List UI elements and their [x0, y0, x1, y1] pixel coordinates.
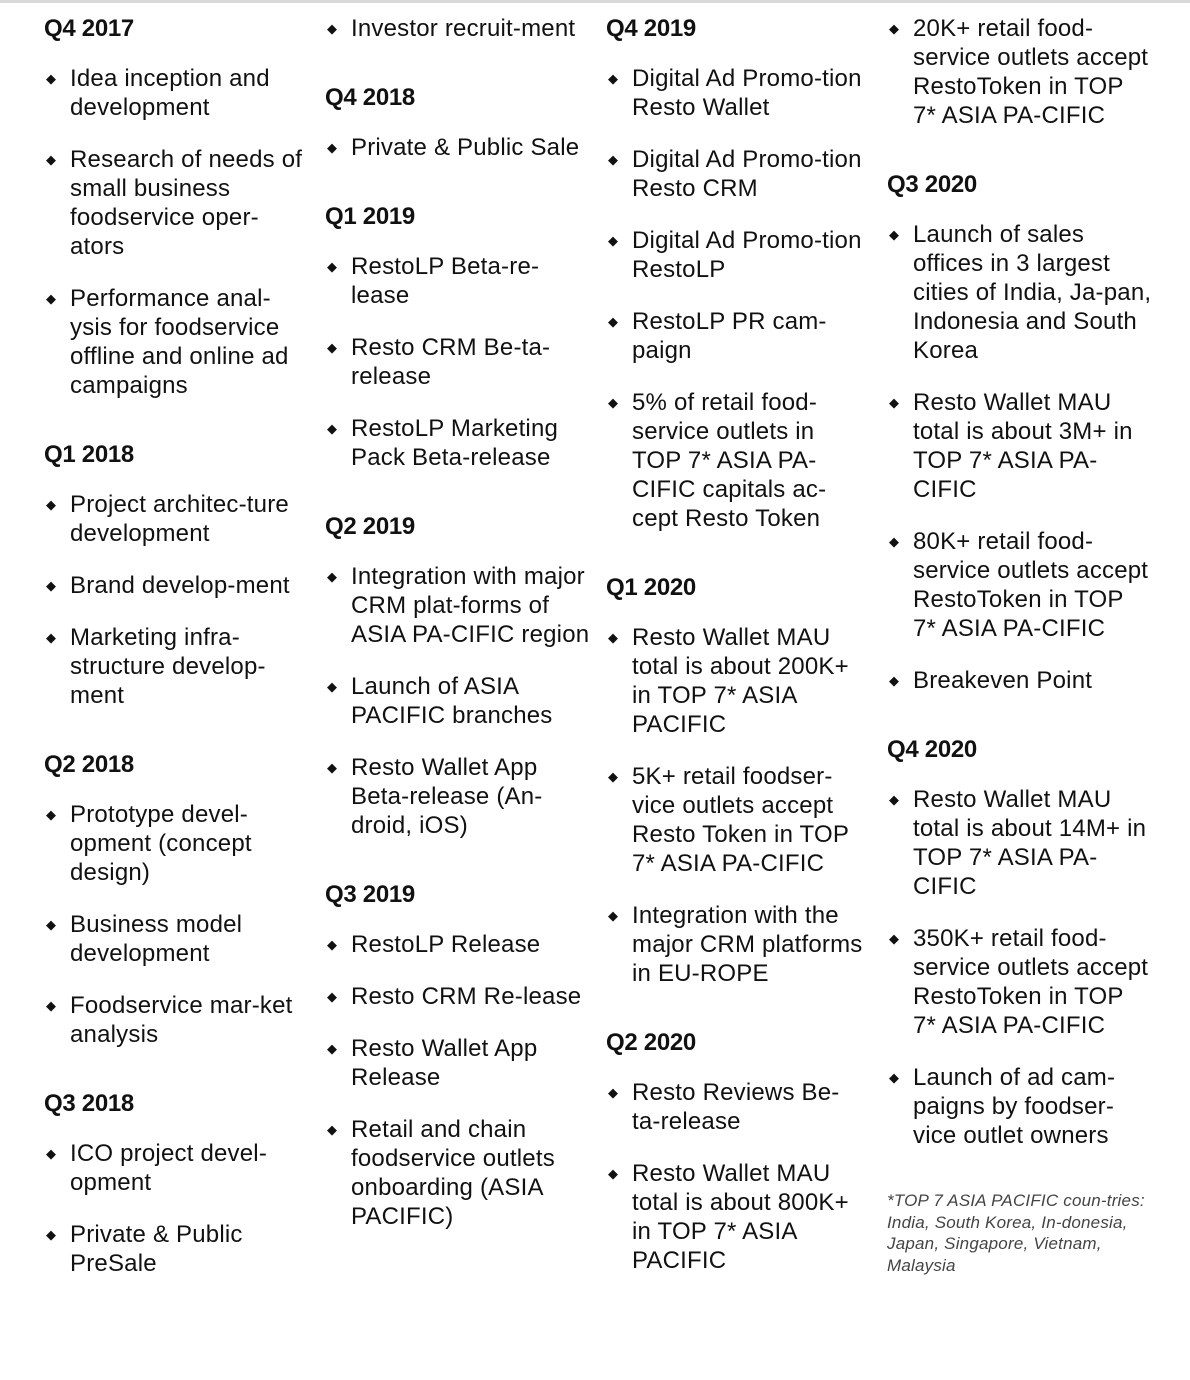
item-text: Breakeven Point	[913, 667, 1093, 694]
diamond-bullet-icon: ◆	[46, 1227, 57, 1242]
roadmap-item	[606, 1159, 868, 1275]
section-q4-2018	[325, 83, 590, 162]
quarter-heading: Q3 2020	[887, 171, 977, 198]
roadmap-item	[887, 388, 1152, 504]
quarter-heading: Q2 2018	[44, 751, 134, 778]
roadmap-item	[606, 226, 868, 284]
roadmap-item	[44, 490, 306, 548]
diamond-bullet-icon: ◆	[608, 1166, 619, 1181]
item-text: 350K+ retail food-service outlets accept RestoToken in TOP 7* ASIA PA-CIFIC	[913, 925, 1149, 1039]
item-text: Performance anal-ysis for foodservice offline and online ad campaigns	[70, 285, 289, 399]
section-q4-2019	[606, 14, 868, 533]
item-text: Resto CRM Re-lease	[351, 983, 582, 1010]
quarter-heading: Q1 2019	[325, 203, 415, 230]
item-text: Digital Ad Promo-tion Resto Wallet	[632, 65, 862, 121]
item-text: Resto Wallet MAU total is about 200K+ in TOP 7* ASIA PACIFIC	[632, 624, 849, 738]
diamond-bullet-icon: ◆	[327, 421, 338, 436]
roadmap-item	[606, 64, 868, 122]
diamond-bullet-icon: ◆	[327, 1122, 338, 1137]
item-text: Foodservice mar-ket analysis	[70, 992, 293, 1048]
diamond-bullet-icon: ◆	[889, 673, 900, 688]
item-text: Prototype devel-opment (concept design)	[70, 801, 252, 886]
quarter-heading: Q1 2018	[44, 441, 134, 468]
roadmap-item	[325, 252, 590, 310]
item-text: Research of needs of small business foodservice oper-ators	[70, 146, 303, 260]
footnote: *TOP 7 ASIA PACIFIC coun-tries: India, South Korea, In-donesia, Japan, Singapore, Vietnam, Malaysia	[887, 1191, 1145, 1275]
diamond-bullet-icon: ◆	[46, 807, 57, 822]
roadmap-item	[44, 800, 306, 887]
roadmap-item	[606, 388, 868, 533]
roadmap-column-1	[44, 14, 306, 1318]
roadmap-item	[44, 991, 306, 1049]
roadmap-item	[44, 284, 306, 400]
item-text: Integration with the major CRM platforms in EU-ROPE	[632, 902, 863, 987]
item-text: Integration with major CRM plat-forms of ASIA PA-CIFIC region	[351, 563, 590, 648]
item-text: Resto Wallet MAU total is about 14M+ in TOP 7* ASIA PA-CIFIC	[913, 786, 1147, 900]
item-text: 5K+ retail foodser-vice outlets accept Resto Token in TOP 7* ASIA PA-CIFIC	[632, 763, 849, 877]
roadmap-item	[606, 623, 868, 739]
item-text: Retail and chain foodservice outlets onboarding (ASIA PACIFIC)	[351, 1116, 555, 1230]
diamond-bullet-icon: ◆	[327, 140, 338, 155]
quarter-heading: Q4 2019	[606, 15, 696, 42]
diamond-bullet-icon: ◆	[327, 259, 338, 274]
section-q3-2018	[44, 1089, 306, 1278]
section-q3-2020	[887, 170, 1152, 695]
item-text: 20K+ retail food-service outlets accept RestoToken in TOP 7* ASIA PA-CIFIC	[913, 15, 1149, 129]
diamond-bullet-icon: ◆	[608, 769, 619, 784]
section-q1-2020	[606, 573, 868, 988]
roadmap-item	[44, 1220, 306, 1278]
diamond-bullet-icon: ◆	[46, 1146, 57, 1161]
item-text: Investor recruit-ment	[351, 15, 576, 42]
diamond-bullet-icon: ◆	[327, 21, 338, 36]
item-text: Digital Ad Promo-tion Resto CRM	[632, 146, 862, 202]
diamond-bullet-icon: ◆	[608, 152, 619, 167]
roadmap-item	[44, 910, 306, 968]
diamond-bullet-icon: ◆	[327, 569, 338, 584]
diamond-bullet-icon: ◆	[46, 497, 57, 512]
diamond-bullet-icon: ◆	[327, 937, 338, 952]
diamond-bullet-icon: ◆	[327, 679, 338, 694]
item-text: Launch of ad cam-paigns by foodser-vice outlet owners	[913, 1064, 1116, 1149]
roadmap-item	[325, 14, 590, 43]
diamond-bullet-icon: ◆	[608, 1085, 619, 1100]
quarter-heading: Q2 2019	[325, 513, 415, 540]
item-text: Resto Reviews Be-ta-release	[632, 1079, 840, 1135]
roadmap-item	[887, 666, 1152, 695]
quarter-heading: Q2 2020	[606, 1029, 696, 1056]
item-text: ICO project devel-opment	[70, 1140, 268, 1196]
roadmap-item	[44, 623, 306, 710]
item-text: Private & Public Sale	[351, 134, 580, 161]
roadmap-item	[887, 924, 1152, 1040]
item-text: Resto Wallet App Release	[351, 1035, 538, 1091]
quarter-heading: Q3 2019	[325, 881, 415, 908]
item-text: Resto Wallet App Beta-release (An-droid, iOS)	[351, 754, 543, 839]
roadmap-item	[887, 14, 1152, 130]
roadmap-item	[325, 753, 590, 840]
section-q1-2019	[325, 202, 590, 472]
roadmap-item	[325, 930, 590, 959]
roadmap-item	[887, 1063, 1152, 1150]
roadmap-item	[887, 220, 1152, 365]
item-text: Private & Public PreSale	[70, 1221, 243, 1277]
section-q3-2019	[325, 880, 590, 1231]
roadmap-item	[325, 133, 590, 162]
quarter-heading: Q4 2018	[325, 84, 415, 111]
roadmap-column-4	[887, 14, 1152, 1276]
quarter-heading: Q1 2020	[606, 574, 696, 601]
diamond-bullet-icon: ◆	[608, 908, 619, 923]
roadmap-item	[325, 562, 590, 649]
diamond-bullet-icon: ◆	[46, 71, 57, 86]
roadmap-item	[606, 1078, 868, 1136]
roadmap-item	[887, 527, 1152, 643]
roadmap-item	[325, 414, 590, 472]
item-text: Project architec-ture development	[70, 491, 289, 547]
roadmap-item	[887, 785, 1152, 901]
roadmap-item	[44, 1139, 306, 1197]
item-text: RestoLP Release	[351, 931, 541, 958]
section-continued-q3-2018	[325, 14, 590, 43]
diamond-bullet-icon: ◆	[608, 71, 619, 86]
roadmap-column-3	[606, 14, 868, 1315]
diamond-bullet-icon: ◆	[46, 578, 57, 593]
diamond-bullet-icon: ◆	[327, 340, 338, 355]
diamond-bullet-icon: ◆	[46, 998, 57, 1013]
diamond-bullet-icon: ◆	[608, 314, 619, 329]
roadmap-item	[44, 571, 306, 600]
item-text: Launch of sales offices in 3 largest cities of India, Ja-pan, Indonesia and South Korea	[913, 221, 1152, 364]
section-q1-2018	[44, 440, 306, 710]
roadmap-item	[44, 145, 306, 261]
item-text: Resto Wallet MAU total is about 800K+ in TOP 7* ASIA PACIFIC	[632, 1160, 849, 1274]
diamond-bullet-icon: ◆	[327, 760, 338, 775]
item-text: Brand develop-ment	[70, 572, 290, 599]
roadmap-item	[44, 64, 306, 122]
item-text: Marketing infra-structure develop-ment	[70, 624, 266, 709]
section-q2-2020	[606, 1028, 868, 1275]
diamond-bullet-icon: ◆	[46, 152, 57, 167]
item-text: 5% of retail food-service outlets in TOP 7* ASIA PA-CIFIC capitals ac-cept Resto Token	[632, 389, 827, 532]
roadmap-item	[325, 982, 590, 1011]
item-text: Resto CRM Be-ta-release	[351, 334, 551, 390]
diamond-bullet-icon: ◆	[889, 931, 900, 946]
item-text: 80K+ retail food-service outlets accept RestoToken in TOP 7* ASIA PA-CIFIC	[913, 528, 1149, 642]
item-text: Business model development	[70, 911, 243, 967]
diamond-bullet-icon: ◆	[889, 1070, 900, 1085]
item-text: Resto Wallet MAU total is about 3M+ in TOP 7* ASIA PA-CIFIC	[913, 389, 1133, 503]
diamond-bullet-icon: ◆	[889, 395, 900, 410]
roadmap-item	[325, 1034, 590, 1092]
roadmap-item	[325, 333, 590, 391]
roadmap-item	[606, 762, 868, 878]
diamond-bullet-icon: ◆	[889, 792, 900, 807]
item-text: RestoLP Beta-re-lease	[351, 253, 540, 309]
diamond-bullet-icon: ◆	[46, 917, 57, 932]
roadmap-item	[606, 145, 868, 203]
section-continued-q2-2020	[887, 14, 1152, 130]
item-text: Launch of ASIA PACIFIC branches	[351, 673, 553, 729]
roadmap-item	[606, 307, 868, 365]
diamond-bullet-icon: ◆	[46, 291, 57, 306]
roadmap-item	[606, 901, 868, 988]
diamond-bullet-icon: ◆	[889, 21, 900, 36]
quarter-heading: Q4 2017	[44, 15, 134, 42]
section-q2-2018	[44, 750, 306, 1049]
quarter-heading: Q4 2020	[887, 736, 977, 763]
section-q2-2019	[325, 512, 590, 840]
diamond-bullet-icon: ◆	[327, 989, 338, 1004]
section-q4-2020	[887, 735, 1152, 1150]
diamond-bullet-icon: ◆	[327, 1041, 338, 1056]
diamond-bullet-icon: ◆	[608, 233, 619, 248]
diamond-bullet-icon: ◆	[889, 534, 900, 549]
section-q4-2017	[44, 14, 306, 400]
item-text: RestoLP PR cam-paign	[632, 308, 827, 364]
diamond-bullet-icon: ◆	[608, 630, 619, 645]
roadmap-item	[325, 1115, 590, 1231]
quarter-heading: Q3 2018	[44, 1090, 134, 1117]
diamond-bullet-icon: ◆	[46, 630, 57, 645]
top-border-line	[0, 0, 1190, 3]
roadmap-item	[325, 672, 590, 730]
item-text: Digital Ad Promo-tion RestoLP	[632, 227, 862, 283]
roadmap-column-2	[325, 14, 590, 1271]
diamond-bullet-icon: ◆	[889, 227, 900, 242]
item-text: Idea inception and development	[70, 65, 270, 121]
diamond-bullet-icon: ◆	[608, 395, 619, 410]
item-text: RestoLP Marketing Pack Beta-release	[351, 415, 559, 471]
